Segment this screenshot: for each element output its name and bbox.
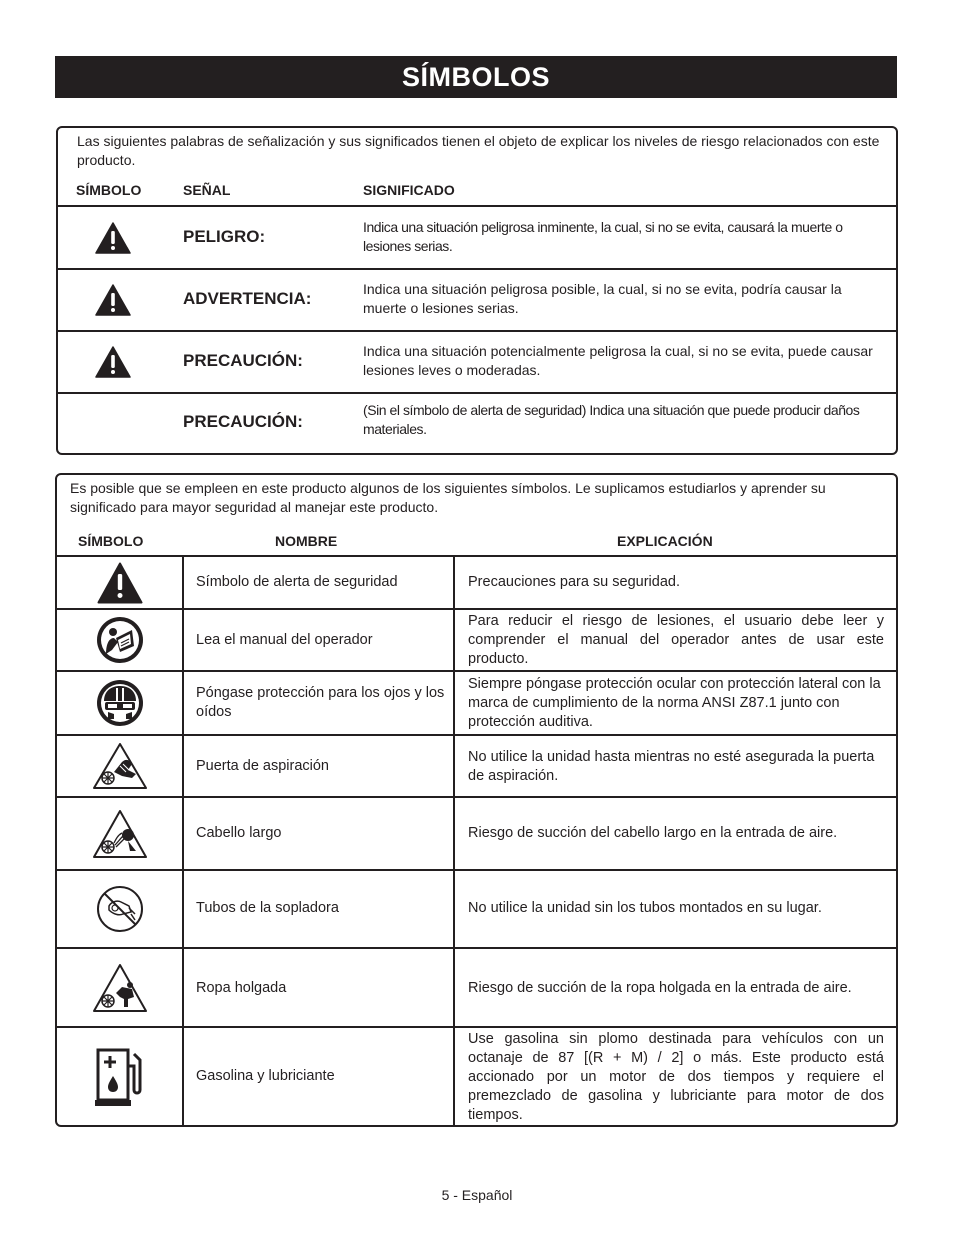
symbol-name: Puerta de aspiración [196,758,329,774]
signal-word-precaucion: PRECAUCIÓN: [183,351,303,370]
symbol-row [57,798,896,869]
symbol-row [57,871,896,947]
signal-meaning: (Sin el símbolo de alerta de seguridad) Indica una situación que puede producir daños materiales. [363,402,860,437]
symbol-explanation: Para reducir el riesgo de lesiones, el usuario debe leer y comprender el manual del operador antes de usar este producto. [468,613,884,667]
symbol-explanation: No utilice la unidad hasta mientras no esté asegurada la puerta de aspiración. [468,749,875,784]
header-signal: SEÑAL [183,182,231,198]
page-title: SÍMBOLOS [55,56,897,98]
symbol-name: Cabello largo [196,825,282,841]
safety-alert-triangle-icon [93,220,133,256]
symbol-row [57,672,896,734]
header-symbol: SÍMBOLO [78,533,144,549]
signal-words-table [56,126,898,455]
signal-meaning: Indica una situación peligrosa inminente, la cual, si no se evita, causará la muerte o lesiones serias. [363,219,843,254]
symbol-explanation: Siempre póngase protección ocular con protección lateral con la marca de cumplimiento de la norma ANSI Z87.1 junto con protección auditiva. [468,676,881,730]
symbol-row [57,557,896,608]
symbol-explanation: Riesgo de succión del cabello largo en la entrada de aire. [468,825,838,841]
symbol-explanation: No utilice la unidad sin los tubos montados en su lugar. [468,900,822,916]
signal-word-advertencia: ADVERTENCIA: [183,289,312,308]
symbol-row [57,610,896,670]
symbol-name: Símbolo de alerta de seguridad [196,574,398,590]
header-meaning: SIGNIFICADO [363,182,455,198]
page-footer: 5 - Español [441,1187,513,1203]
symbol-row [57,736,896,796]
symbol-explanation: Riesgo de succión de la ropa holgada en la entrada de aire. [468,980,852,996]
signal-word-precaucion-no-symbol: PRECAUCIÓN: [183,412,303,431]
symbols-intro: Es posible que se empleen en este producto algunos de los siguientes símbolos. Le suplicamos estudiarlos y aprender su significado para mayor seguridad al manejar este producto. [70,480,826,515]
header-name: NOMBRE [275,533,338,549]
symbol-name: Póngase protección para los ojos y los oídos [196,685,445,720]
safety-alert-icon [57,557,182,608]
header-symbol: SÍMBOLO [76,182,142,198]
safety-alert-triangle-icon [93,282,133,318]
symbol-name: Gasolina y lubriciante [196,1068,335,1084]
fuel-oil-icon [57,1028,182,1125]
read-manual-icon [57,610,182,670]
signal-row [58,270,896,330]
symbols-table [55,473,898,1127]
eye-ear-protection-icon [57,672,182,734]
symbol-row [57,949,896,1026]
long-hair-icon [57,798,182,869]
symbol-explanation: Precauciones para su seguridad. [468,574,680,590]
intake-door-icon [57,736,182,796]
symbol-name: Ropa holgada [196,980,287,996]
symbol-name: Lea el manual del operador [196,632,373,648]
safety-alert-triangle-icon [93,344,133,380]
loose-clothing-icon [57,949,182,1026]
signal-word-peligro: PELIGRO: [183,227,266,246]
signal-words-intro: Las siguientes palabras de señalización y sus significados tienen el objeto de explicar los niveles de riesgo relacionados con este producto. [77,133,880,168]
symbol-name: Tubos de la sopladora [196,900,339,916]
signal-row [58,394,896,453]
signal-row [58,207,896,268]
symbol-explanation: Use gasolina sin plomo destinada para vehículos con un octanaje de 87 [(R + M) / 2] o más. Este producto está accionado por un motor de dos tiempos y requiere el premezclado de gasolina y lubriciante para motor de dos tiempos. [468,1031,884,1123]
signal-row [58,332,896,392]
header-explanation: EXPLICACIÓN [617,533,713,549]
signal-meaning: Indica una situación peligrosa posible, la cual, si no se evita, podría causar la muerte o lesiones serias. [363,281,842,316]
signal-meaning: Indica una situación potencialmente peligrosa la cual, si no se evita, puede causar lesiones leves o moderadas. [363,343,873,378]
symbol-row [57,1028,896,1125]
blower-tubes-icon [57,871,182,947]
